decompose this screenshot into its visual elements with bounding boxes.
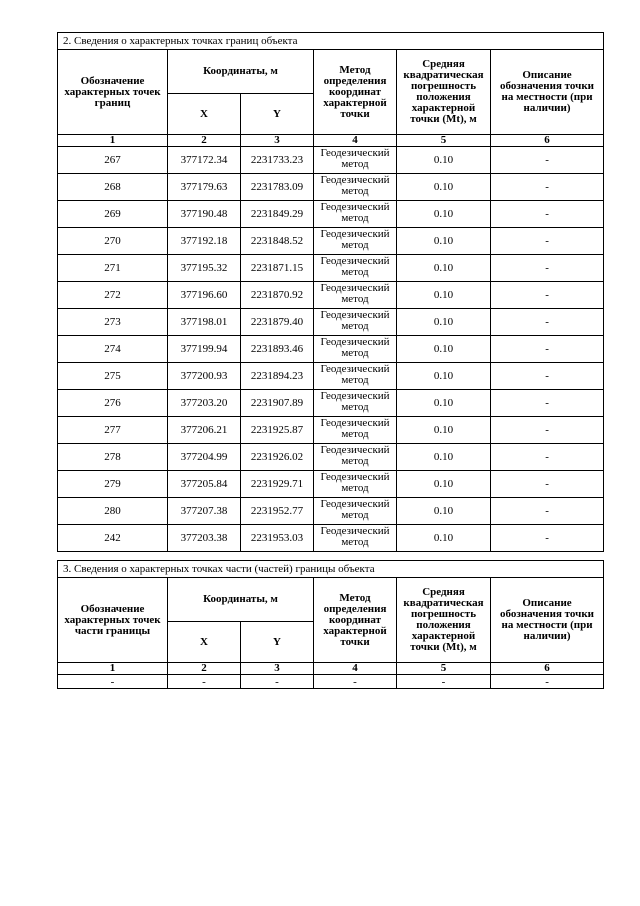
coord-x: 377203.20 (168, 390, 241, 417)
table-row (58, 282, 604, 309)
description-cell: - (491, 282, 604, 309)
method-cell: Геодезический метод (314, 228, 397, 255)
column-number: 5 (397, 663, 491, 675)
table-row (58, 444, 604, 471)
point-number: 277 (58, 417, 168, 444)
error-cell: - (397, 675, 491, 689)
header-coordinates: Координаты, м (168, 50, 314, 94)
coord-y: 2231733.23 (241, 147, 314, 174)
header-error: Средняя квадратическая погрешность положения характерной точки (Mt), м (397, 50, 491, 135)
point-number: - (58, 675, 168, 689)
part-boundary-points-table (57, 560, 604, 689)
header-x: X (168, 94, 241, 135)
description-cell: - (491, 417, 604, 444)
coord-x: 377196.60 (168, 282, 241, 309)
coord-x: 377206.21 (168, 417, 241, 444)
method-cell: Геодезический метод (314, 255, 397, 282)
description-cell: - (491, 201, 604, 228)
column-number: 3 (241, 663, 314, 675)
header-description: Описание обозначения точки на местности (при наличии) (491, 50, 604, 135)
method-cell: Геодезический метод (314, 498, 397, 525)
coord-y: 2231894.23 (241, 363, 314, 390)
error-cell: 0.10 (397, 255, 491, 282)
table-row (58, 228, 604, 255)
method-cell: Геодезический метод (314, 444, 397, 471)
method-cell: Геодезический метод (314, 525, 397, 552)
point-number: 279 (58, 471, 168, 498)
description-cell: - (491, 498, 604, 525)
error-cell: 0.10 (397, 525, 491, 552)
error-cell: 0.10 (397, 147, 491, 174)
error-cell: 0.10 (397, 282, 491, 309)
error-cell: 0.10 (397, 228, 491, 255)
point-number: 273 (58, 309, 168, 336)
point-number: 276 (58, 390, 168, 417)
coord-x: 377205.84 (168, 471, 241, 498)
coord-y: 2231953.03 (241, 525, 314, 552)
coord-x: 377198.01 (168, 309, 241, 336)
coord-y: 2231907.89 (241, 390, 314, 417)
method-cell: Геодезический метод (314, 390, 397, 417)
method-cell: Геодезический метод (314, 363, 397, 390)
coord-x: 377204.99 (168, 444, 241, 471)
method-cell: Геодезический метод (314, 174, 397, 201)
point-number: 271 (58, 255, 168, 282)
table-row (58, 675, 604, 689)
column-number: 3 (241, 135, 314, 147)
method-cell: Геодезический метод (314, 282, 397, 309)
point-number: 269 (58, 201, 168, 228)
description-cell: - (491, 471, 604, 498)
method-cell: Геодезический метод (314, 309, 397, 336)
header-method: Метод определения координат характерной точки (314, 578, 397, 663)
error-cell: 0.10 (397, 174, 491, 201)
table-row (58, 201, 604, 228)
coord-x: 377192.18 (168, 228, 241, 255)
error-cell: 0.10 (397, 417, 491, 444)
table-row (58, 417, 604, 444)
table-row (58, 309, 604, 336)
description-cell: - (491, 336, 604, 363)
method-cell: Геодезический метод (314, 201, 397, 228)
description-cell: - (491, 363, 604, 390)
coord-y: 2231783.09 (241, 174, 314, 201)
coord-x: - (168, 675, 241, 689)
header-x: X (168, 622, 241, 663)
error-cell: 0.10 (397, 471, 491, 498)
section-title: 3. Сведения о характерных точках части (частей) границы объекта (58, 561, 604, 578)
column-number: 4 (314, 663, 397, 675)
coord-y: 2231929.71 (241, 471, 314, 498)
header-error: Средняя квадратическая погрешность положения характерной точки (Mt), м (397, 578, 491, 663)
error-cell: 0.10 (397, 444, 491, 471)
error-cell: 0.10 (397, 309, 491, 336)
header-method: Метод определения координат характерной точки (314, 50, 397, 135)
description-cell: - (491, 444, 604, 471)
column-number: 6 (491, 135, 604, 147)
header-designation: Обозначение характерных точек границ (58, 50, 168, 135)
error-cell: 0.10 (397, 390, 491, 417)
header-designation: Обозначение характерных точек части границы (58, 578, 168, 663)
section-title: 2. Сведения о характерных точках границ объекта (58, 33, 604, 50)
description-cell: - (491, 255, 604, 282)
coord-x: 377195.32 (168, 255, 241, 282)
table-row (58, 174, 604, 201)
point-number: 275 (58, 363, 168, 390)
table-row (58, 255, 604, 282)
coord-y: 2231879.40 (241, 309, 314, 336)
method-cell: Геодезический метод (314, 471, 397, 498)
description-cell: - (491, 390, 604, 417)
coord-y: 2231952.77 (241, 498, 314, 525)
description-cell: - (491, 174, 604, 201)
coord-y: 2231893.46 (241, 336, 314, 363)
point-number: 280 (58, 498, 168, 525)
coord-x: 377203.38 (168, 525, 241, 552)
header-description: Описание обозначения точки на местности (при наличии) (491, 578, 604, 663)
coord-y: 2231871.15 (241, 255, 314, 282)
point-number: 268 (58, 174, 168, 201)
coord-x: 377200.93 (168, 363, 241, 390)
method-cell: Геодезический метод (314, 417, 397, 444)
point-number: 272 (58, 282, 168, 309)
coord-x: 377172.34 (168, 147, 241, 174)
coord-y: 2231925.87 (241, 417, 314, 444)
header-coordinates: Координаты, м (168, 578, 314, 622)
description-cell: - (491, 675, 604, 689)
method-cell: Геодезический метод (314, 147, 397, 174)
table-row (58, 525, 604, 552)
table-row (58, 336, 604, 363)
table-row (58, 390, 604, 417)
column-number: 2 (168, 663, 241, 675)
table-row (58, 471, 604, 498)
table-row (58, 363, 604, 390)
description-cell: - (491, 525, 604, 552)
method-cell: - (314, 675, 397, 689)
point-number: 274 (58, 336, 168, 363)
header-y: Y (241, 94, 314, 135)
coord-x: 377199.94 (168, 336, 241, 363)
method-cell: Геодезический метод (314, 336, 397, 363)
error-cell: 0.10 (397, 336, 491, 363)
coord-y: 2231848.52 (241, 228, 314, 255)
error-cell: 0.10 (397, 363, 491, 390)
description-cell: - (491, 147, 604, 174)
coord-x: 377179.63 (168, 174, 241, 201)
description-cell: - (491, 309, 604, 336)
coord-y: 2231870.92 (241, 282, 314, 309)
point-number: 267 (58, 147, 168, 174)
point-number: 270 (58, 228, 168, 255)
header-y: Y (241, 622, 314, 663)
coord-y: 2231849.29 (241, 201, 314, 228)
boundary-points-table (57, 32, 604, 552)
coord-y: - (241, 675, 314, 689)
point-number: 278 (58, 444, 168, 471)
column-number: 5 (397, 135, 491, 147)
point-number: 242 (58, 525, 168, 552)
column-number: 4 (314, 135, 397, 147)
description-cell: - (491, 228, 604, 255)
error-cell: 0.10 (397, 201, 491, 228)
coord-x: 377190.48 (168, 201, 241, 228)
error-cell: 0.10 (397, 498, 491, 525)
column-number: 2 (168, 135, 241, 147)
table-row (58, 498, 604, 525)
table-row (58, 147, 604, 174)
column-number: 1 (58, 663, 168, 675)
coord-y: 2231926.02 (241, 444, 314, 471)
column-number: 6 (491, 663, 604, 675)
coord-x: 377207.38 (168, 498, 241, 525)
column-number: 1 (58, 135, 168, 147)
